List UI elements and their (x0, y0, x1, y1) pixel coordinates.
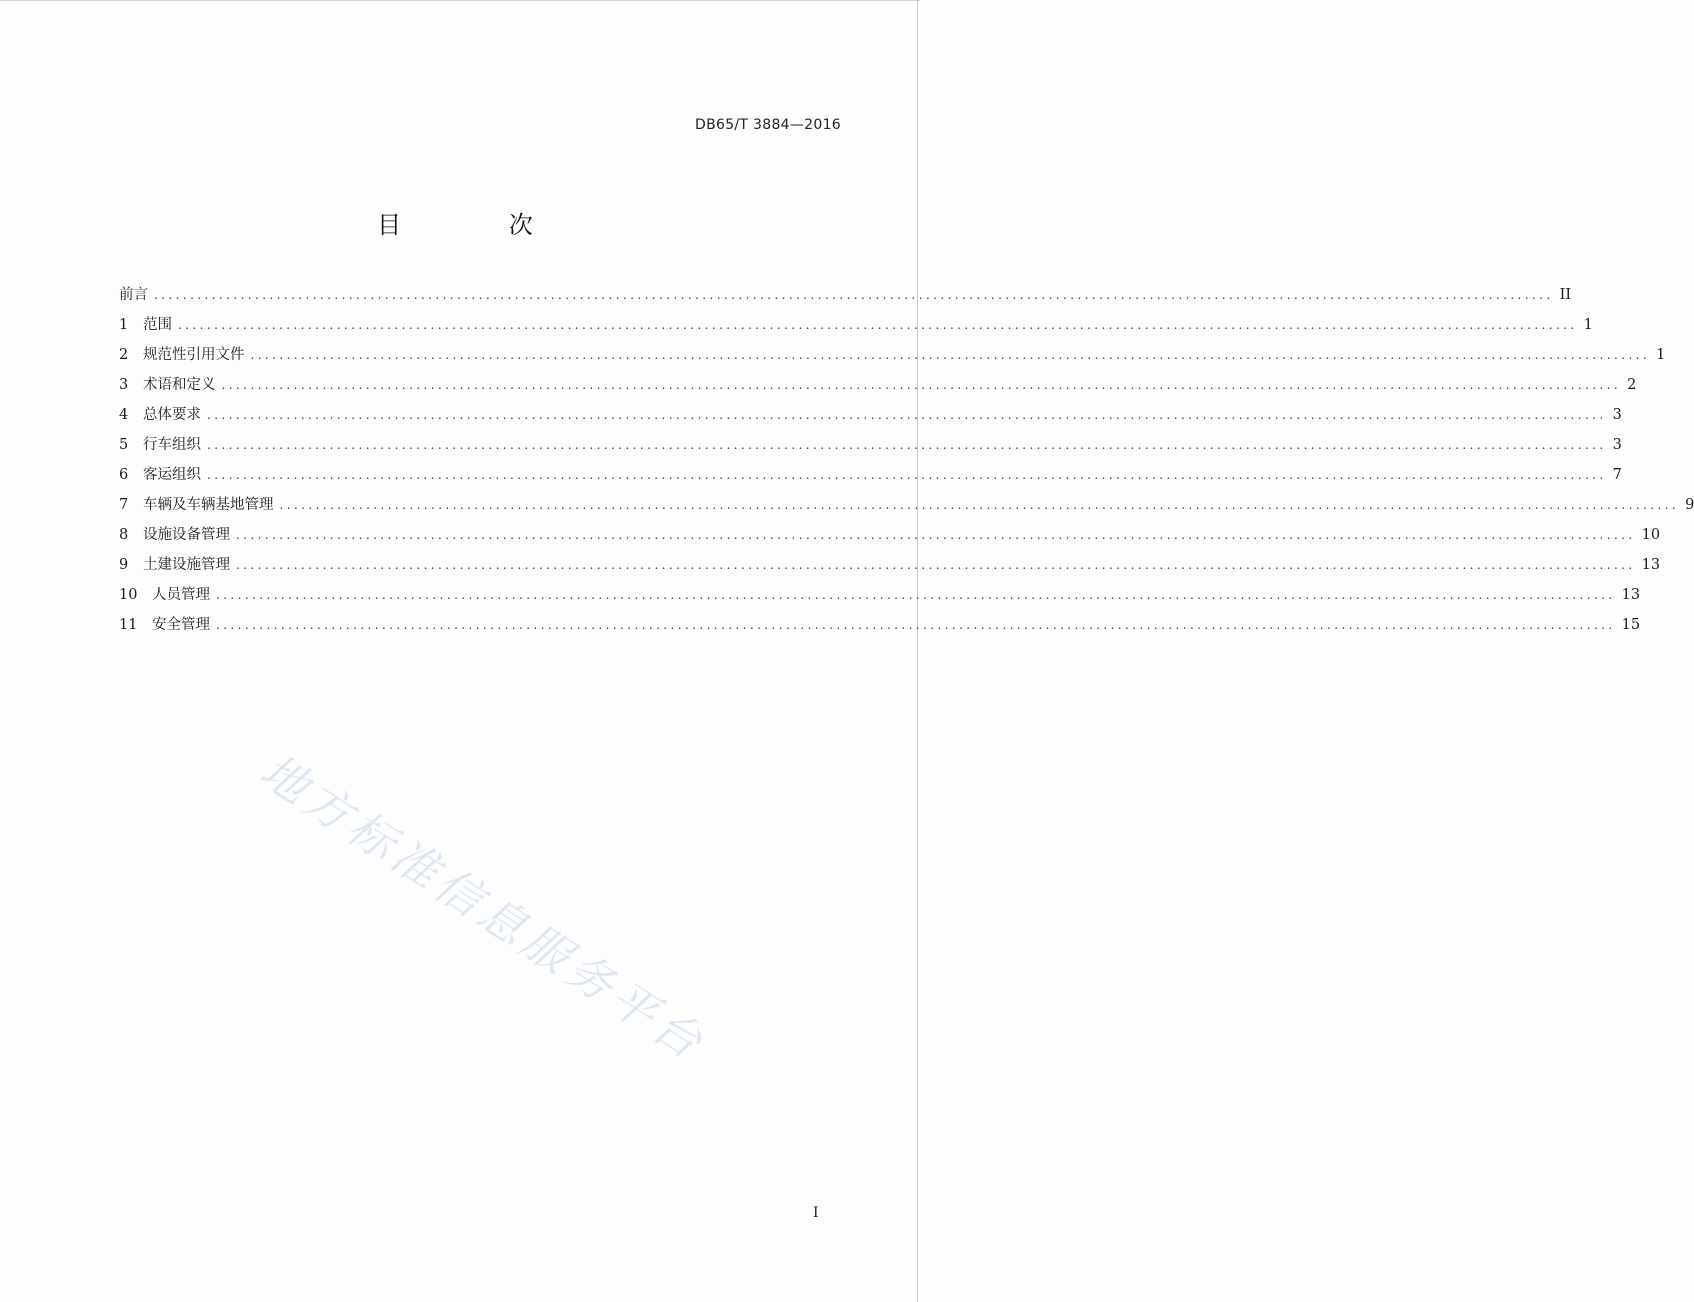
toc-entry-label: 范围 (143, 317, 172, 333)
toc-entry-label: 人员管理 (152, 587, 210, 603)
toc-entry-label: 行车组织 (143, 437, 201, 453)
toc-entry-page: 2 (1627, 377, 1637, 393)
toc-entry-number: 3 (119, 377, 129, 393)
toc-entry-page: 7 (1612, 467, 1622, 483)
toc-leader-dots (216, 618, 1616, 632)
toc-title: 目 次 (377, 211, 583, 239)
toc-entry-number: 7 (119, 497, 129, 513)
toc-entry-1[interactable] (119, 313, 1593, 343)
toc-entry-10[interactable] (119, 583, 1641, 613)
toc-entry-label: 设施设备管理 (143, 527, 230, 543)
toc-entry-5[interactable] (119, 433, 1622, 463)
toc-entry-number: 6 (119, 467, 129, 483)
toc-entry-number: 10 (119, 587, 138, 603)
toc-entry-number: 4 (119, 407, 129, 423)
toc-entry-foreword[interactable] (119, 283, 1572, 313)
toc-leader-dots (236, 558, 1636, 572)
toc-entry-number: 2 (119, 347, 129, 363)
toc-entry-3[interactable] (119, 373, 1637, 403)
toc-entry-number: 11 (119, 617, 138, 633)
toc-entry-8[interactable] (119, 523, 1661, 553)
toc-leader-dots (236, 528, 1636, 542)
toc-entry-page: 13 (1621, 587, 1641, 603)
toc-leader-dots (280, 498, 1680, 512)
toc-entry-label: 土建设施管理 (143, 557, 230, 573)
toc-entry-label: 规范性引用文件 (143, 347, 245, 363)
toc-entry-page: 9 (1685, 497, 1694, 513)
toc-entry-label: 安全管理 (152, 617, 210, 633)
page-edge-top (0, 0, 920, 1)
toc-entry-page: 13 (1641, 557, 1661, 573)
toc-entry-4[interactable] (119, 403, 1622, 433)
toc-leader-dots (207, 408, 1607, 422)
toc-leader-dots (222, 378, 1622, 392)
toc-entry-page: II (1559, 287, 1572, 303)
toc-entry-page: 1 (1656, 347, 1666, 363)
toc-entry-page: 10 (1641, 527, 1661, 543)
toc-entry-2[interactable] (119, 343, 1666, 373)
toc-entry-number: 9 (119, 557, 129, 573)
toc-entry-page: 15 (1621, 617, 1641, 633)
toc-entry-number: 8 (119, 527, 129, 543)
toc-entry-page: 1 (1583, 317, 1593, 333)
toc-entry-9[interactable] (119, 553, 1661, 583)
toc-leader-dots (207, 468, 1607, 482)
toc-entry-11[interactable] (119, 613, 1641, 643)
toc-leader-dots (251, 348, 1651, 362)
toc-entry-number: 1 (119, 317, 129, 333)
page-number: I (813, 1205, 819, 1221)
document-code: DB65/T 3884—2016 (695, 117, 841, 133)
toc-entry-label: 总体要求 (143, 407, 201, 423)
toc-entry-label: 前言 (119, 287, 148, 303)
toc-entry-number: 5 (119, 437, 129, 453)
page-edge-right (917, 0, 918, 1302)
toc-leader-dots (216, 588, 1616, 602)
toc-entry-label: 术语和定义 (143, 377, 216, 393)
toc-entry-7[interactable] (119, 493, 1694, 523)
toc-leader-dots (154, 288, 1554, 302)
toc-entry-page: 3 (1612, 437, 1622, 453)
watermark: 地方标准信息服务平台 (250, 743, 717, 1072)
toc-leader-dots (207, 438, 1607, 452)
toc-entry-6[interactable] (119, 463, 1622, 493)
toc-entry-label: 客运组织 (143, 467, 201, 483)
toc-list (119, 283, 1694, 643)
toc-entry-label: 车辆及车辆基地管理 (143, 497, 274, 513)
toc-entry-page: 3 (1612, 407, 1622, 423)
toc-leader-dots (178, 318, 1578, 332)
